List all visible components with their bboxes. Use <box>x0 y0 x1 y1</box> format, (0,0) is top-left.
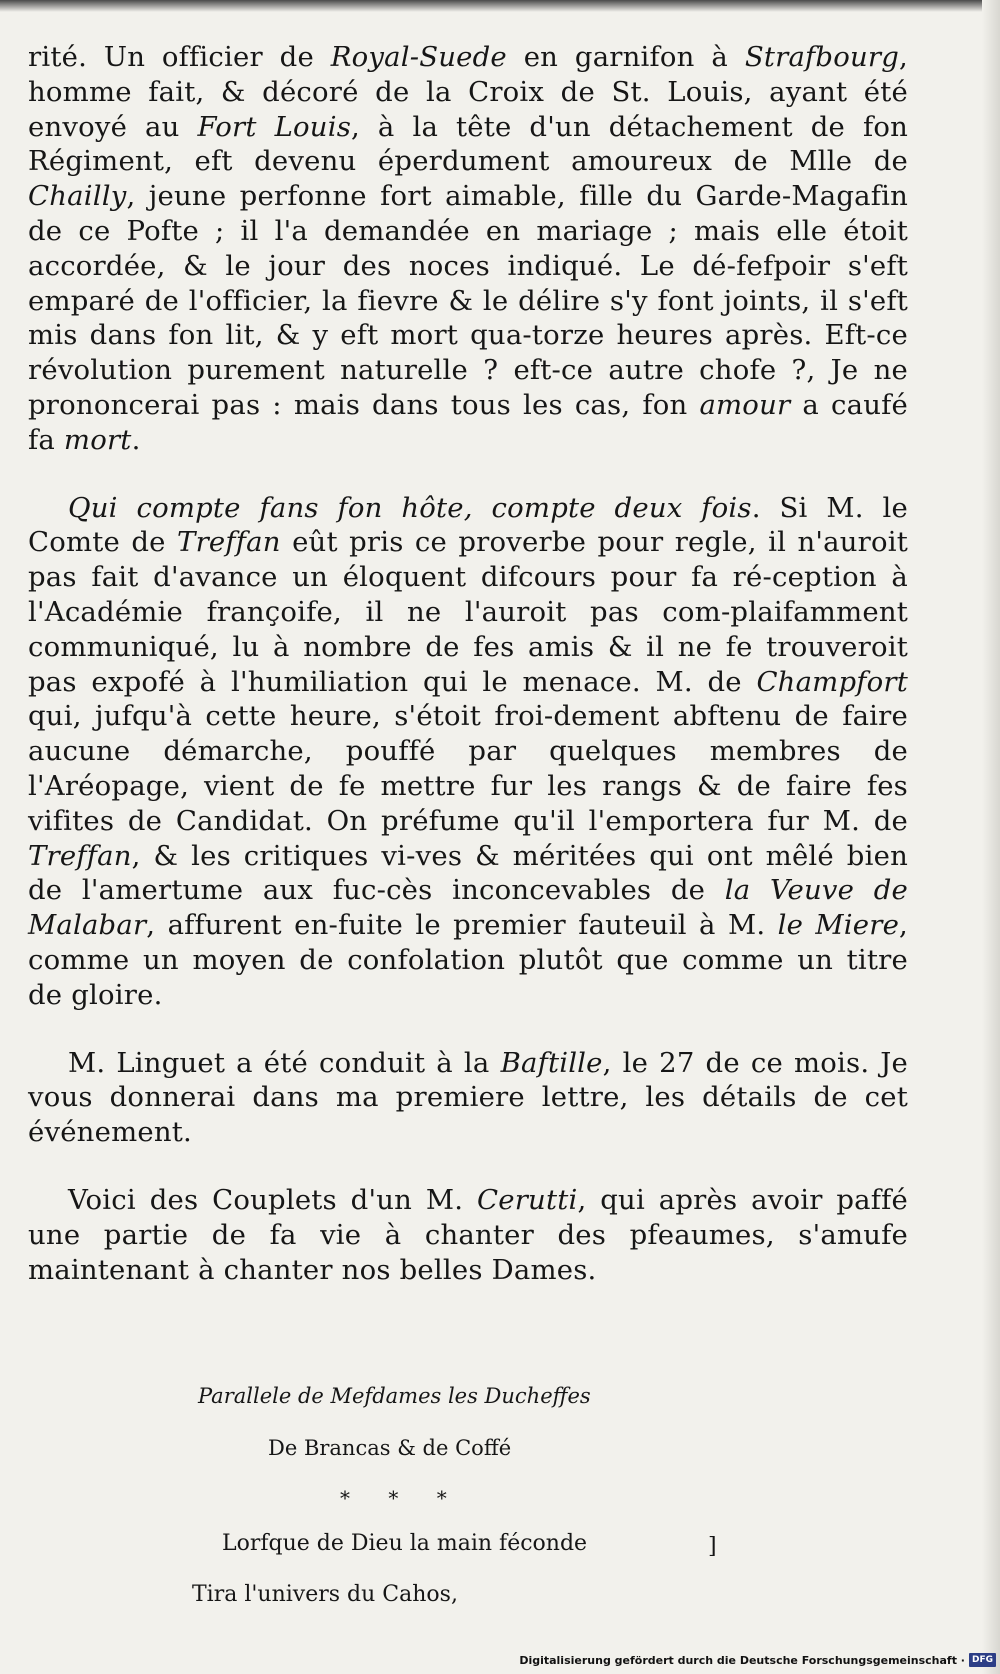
digitization-footer <box>519 1650 996 1670</box>
paragraph-tressan: Qui compte fans fon hôte, compte deux fois. Si M. le Comte de Treffan eût pris ce proverbe pour regle, il n'auroit pas fait d'avance un éloquent difcours pour fa ré-ception à l'Académie françoife, il ne l'auroit pas com-plaifamment communiqué, lu à nombre de fes amis & il ne fe trouveroit pas expofé à l'humiliation qui le menace. M. de Champfort qui, jufqu'à cette heure, s'étoit froi-dement abftenu de faire aucune démarche, pouffé par quelques membres de l'Aréopage, vient de fe mettre fur les rangs & de faire fes vifites de Candidat. On préfume qu'il l'emportera fur M. de Treffan, & les critiques vi-ves & méritées qui ont mêlé bien de l'amertume aux fuc-cès inconcevables de la Veuve de Malabar, affurent en-fuite le premier fauteuil à M. le Miere, comme un moyen de confolation plutôt que comme un titre de gloire. <box>28 491 908 1011</box>
poem-stars-separator: * * * <box>340 1486 463 1510</box>
poem-title: Parallele de Mefdames les Ducheffes <box>198 1384 591 1408</box>
footer-text: Digitalisierung gefördert durch die Deutsche Forschungsgemeinschaft · <box>519 1653 965 1667</box>
paragraph-officer: rité. Un officier de Royal-Suede en garnifon à Strafbourg, homme fait, & décoré de la Croix de St. Louis, ayant été envoyé au Fort Louis, à la tête d'un détachement de fon Régiment, eft devenu éperdument amoureux de Mlle de Chailly, jeune perfonne fort aimable, fille du Garde-Magafin de ce Pofte ; il l'a demandée en mariage ; mais elle étoit accordée, & le jour des noces indiqué. Le dé-fefpoir s'eft emparé de l'officier, la fievre & le délire s'y font joints, il s'eft mis dans fon lit, & y eft mort qua-torze heures après. Eft-ce révolution purement naturelle ? eft-ce autre chofe ?, Je ne prononcerai pas : mais dans tous les cas, fon amour a caufé fa mort. <box>28 41 908 456</box>
dfg-logo: DFG <box>969 1653 996 1667</box>
poem-margin-mark: ] <box>708 1534 717 1559</box>
page-top-shadow <box>0 0 1000 12</box>
body-text <box>28 40 908 1287</box>
paragraph-linguet: M. Linguet a été conduit à la Baftille, le 27 de ce mois. Je vous donnerai dans ma premiere lettre, les détails de cet événement. <box>28 1046 908 1149</box>
poem-verse-1: Lorfque de Dieu la main féconde <box>222 1531 588 1556</box>
paragraph-cerutti: Voici des Couplets d'un M. Cerutti, qui après avoir paffé une partie de fa vie à chanter des pfeaumes, s'amufe maintenant à chanter nos belles Dames. <box>28 1183 908 1286</box>
page-right-shadow <box>982 0 1000 1674</box>
poem-verse-2: Tira l'univers du Cahos, <box>192 1582 458 1607</box>
poem-subtitle: De Brancas & de Coffé <box>268 1436 512 1460</box>
